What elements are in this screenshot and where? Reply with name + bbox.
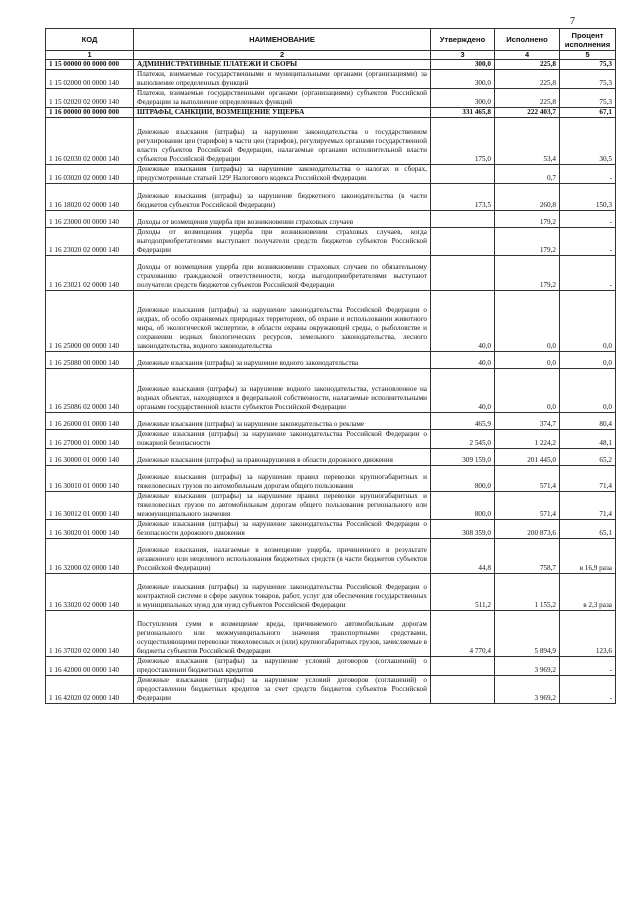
table-cell-name: Денежные взыскания (штрафы) за нарушение законодательства Российской Федерации о пожарной безопасности <box>134 430 431 449</box>
table-cell-name: Денежные взыскания (штрафы) за нарушение законодательства Российской Федерации о недрах, об особо охраняемых природных территориях, об охране и использовании животного мира, об экологической экспертизе, в области охраны окружающей среды, о рыболовстве и сохранении водных биологических ресурсов, земельного законодательства, лесного законодательства, водного законодательства <box>134 291 431 352</box>
table-cell-executed: 1 224,2 <box>495 430 560 449</box>
table-cell-approved <box>431 256 495 291</box>
table-cell-approved: 175,0 <box>431 118 495 165</box>
header-executed: Исполнено <box>495 29 560 51</box>
table-cell-percent: - <box>560 676 616 704</box>
table-cell-name: Денежные взыскания (штрафы) за нарушение условий договоров (соглашений) о предоставлении бюджетных кредитов <box>134 657 431 676</box>
table-cell-percent: 67,1 <box>560 108 616 118</box>
table-cell-code: 1 16 32000 02 0000 140 <box>46 539 134 574</box>
column-number: 4 <box>495 51 560 60</box>
table-cell-executed: 53,4 <box>495 118 560 165</box>
table-cell-approved <box>431 657 495 676</box>
table-row <box>46 657 616 676</box>
table-cell-approved: 308 359,0 <box>431 520 495 539</box>
table-cell-code: 1 16 02030 02 0000 140 <box>46 118 134 165</box>
table-cell-approved <box>431 228 495 256</box>
table-cell-name: Денежные взыскания (штрафы) за нарушение водного законодательства <box>134 352 431 369</box>
table-cell-name: Денежные взыскания (штрафы) за нарушение водного законодательства, установленное на водных объектах, находящихся в федеральной собственности, налагаемые исполнительными органами государственной власти субъектов Российской Федерации <box>134 369 431 413</box>
table-cell-executed: 260,8 <box>495 184 560 211</box>
table-cell-percent: - <box>560 211 616 228</box>
table-cell-percent: 71,4 <box>560 466 616 492</box>
table-cell-name: Платежи, взимаемые государственными органами (организациями) субъектов Российской Федерации за выполнение определенных функций <box>134 89 431 108</box>
table-cell-name: Денежные взыскания (штрафы) за правонарушения в области дорожного движения <box>134 449 431 466</box>
table-cell-name: Доходы от возмещения ущерба при возникновении страховых случаев, когда выгодоприобретателями выступают получатели средств бюджетов субъектов Российской Федерации <box>134 228 431 256</box>
table-cell-code: 1 16 00000 00 0000 000 <box>46 108 134 118</box>
table-cell-approved: 309 159,0 <box>431 449 495 466</box>
table-cell-percent: 71,4 <box>560 492 616 520</box>
table-row <box>46 211 616 228</box>
column-number: 5 <box>560 51 616 60</box>
table-cell-percent: - <box>560 256 616 291</box>
table-row <box>46 228 616 256</box>
table-cell-code: 1 16 25080 00 0000 140 <box>46 352 134 369</box>
column-number: 2 <box>134 51 431 60</box>
table-cell-approved: 40,0 <box>431 291 495 352</box>
table-cell-executed: 201 445,0 <box>495 449 560 466</box>
table-cell-code: 1 16 37020 02 0000 140 <box>46 611 134 657</box>
table-row <box>46 60 616 70</box>
table-cell-name: Платежи, взимаемые государственными и муниципальными органами (организациями) за выполнение определенных функций <box>134 70 431 89</box>
table-cell-name: АДМИНИСТРАТИВНЫЕ ПЛАТЕЖИ И СБОРЫ <box>134 60 431 70</box>
table-cell-code: 1 16 42020 02 0000 140 <box>46 676 134 704</box>
table-cell-code: 1 16 25086 02 0000 140 <box>46 369 134 413</box>
table-cell-code: 1 16 27000 01 0000 140 <box>46 430 134 449</box>
table-row <box>46 165 616 184</box>
table-cell-executed: 0,7 <box>495 165 560 184</box>
table-cell-name: Поступления сумм в возмещение вреда, причиняемого автомобильным дорогам регионального или межмуниципального значения транспортными средствами, осуществляющими перевозки тяжеловесных и (или) крупногабаритных грузов, зачисляемые в бюджеты субъектов Российской Федерации <box>134 611 431 657</box>
table-row <box>46 118 616 165</box>
page-number: 7 <box>570 16 575 27</box>
budget-table <box>45 28 616 704</box>
table-cell-executed: 225,8 <box>495 60 560 70</box>
table-cell-name: Денежные взыскания (штрафы) за нарушение законодательства о налогах и сборах, предусмотренные статьей 129² Налогового кодекса Российской Федерации <box>134 165 431 184</box>
table-cell-code: 1 16 26000 01 0000 140 <box>46 413 134 430</box>
table-cell-percent: 0,0 <box>560 291 616 352</box>
table-cell-executed: 374,7 <box>495 413 560 430</box>
table-row <box>46 430 616 449</box>
table-cell-percent: 30,5 <box>560 118 616 165</box>
table-cell-percent: 0,0 <box>560 369 616 413</box>
table-cell-percent: в 16,9 раза <box>560 539 616 574</box>
table-cell-executed: 0,0 <box>495 369 560 413</box>
column-number-row <box>46 51 616 60</box>
table-cell-percent: в 2,3 раза <box>560 574 616 611</box>
table-row <box>46 108 616 118</box>
table-cell-code: 1 16 30020 01 0000 140 <box>46 520 134 539</box>
table-cell-percent: 123,6 <box>560 611 616 657</box>
table-cell-executed: 179,2 <box>495 228 560 256</box>
table-cell-code: 1 16 30012 01 0000 140 <box>46 492 134 520</box>
table-cell-name: Денежные взыскания (штрафы) за нарушение бюджетного законодательства (в части бюджетов субъектов Российской Федерации) <box>134 184 431 211</box>
table-cell-code: 1 16 30000 01 0000 140 <box>46 449 134 466</box>
table-cell-approved: 331 465,8 <box>431 108 495 118</box>
table-row <box>46 352 616 369</box>
table-cell-code: 1 16 23021 02 0000 140 <box>46 256 134 291</box>
table-row <box>46 520 616 539</box>
table-row <box>46 539 616 574</box>
table-cell-name: Денежные взыскания (штрафы) за нарушение правил перевозки крупногабаритных и тяжеловесных грузов по автомобильным дорогам общего пользования регионального или межмуниципального значения <box>134 492 431 520</box>
table-cell-executed: 225,8 <box>495 89 560 108</box>
table-cell-approved: 4 770,4 <box>431 611 495 657</box>
table-cell-name: Денежные взыскания (штрафы) за нарушение законодательства о рекламе <box>134 413 431 430</box>
table-cell-name: Доходы от возмещения ущерба при возникновении страховых случаев <box>134 211 431 228</box>
table-cell-approved: 511,2 <box>431 574 495 611</box>
table-cell-executed: 0,0 <box>495 352 560 369</box>
table-cell-executed: 179,2 <box>495 211 560 228</box>
header-code: КОД <box>46 29 134 51</box>
table-cell-code: 1 16 25000 00 0000 140 <box>46 291 134 352</box>
table-cell-name: ШТРАФЫ, САНКЦИИ, ВОЗМЕЩЕНИЕ УЩЕРБА <box>134 108 431 118</box>
table-cell-name: Денежные взыскания (штрафы) за нарушение законодательства о государственном регулировании цен (тарифов) в части цен (тарифов), регулируемых органами государственной власти субъектов Российской Федерации, налагаемые органами исполнительной власти субъектов Российской Федерации <box>134 118 431 165</box>
table-cell-approved: 40,0 <box>431 352 495 369</box>
table-row <box>46 70 616 89</box>
table-cell-executed: 3 969,2 <box>495 657 560 676</box>
table-cell-approved: 2 545,0 <box>431 430 495 449</box>
table-cell-percent: 65,2 <box>560 449 616 466</box>
table-cell-code: 1 16 23020 02 0000 140 <box>46 228 134 256</box>
table-cell-code: 1 16 23000 00 0000 140 <box>46 211 134 228</box>
table-cell-approved <box>431 165 495 184</box>
table-cell-percent: - <box>560 228 616 256</box>
table-cell-name: Денежные взыскания (штрафы) за нарушение законодательства Российской Федерации о контрактной системе в сфере закупок товаров, работ, услуг для обеспечения государственных и муниципальных нужд для нужд субъектов Российской Федерации <box>134 574 431 611</box>
table-cell-approved: 800,0 <box>431 466 495 492</box>
table-cell-code: 1 16 42000 00 0000 140 <box>46 657 134 676</box>
table-cell-approved: 40,0 <box>431 369 495 413</box>
table-cell-name: Доходы от возмещения ущерба при возникновении страховых случаев по обязательному страхованию гражданской ответственности, когда выгодоприобретателями выступают получатели средств бюджетов субъектов Российской Федерации <box>134 256 431 291</box>
table-row <box>46 574 616 611</box>
table-row <box>46 449 616 466</box>
table-cell-executed: 758,7 <box>495 539 560 574</box>
table-body <box>46 51 616 704</box>
table-row <box>46 369 616 413</box>
table-row <box>46 492 616 520</box>
table-cell-percent: 65,1 <box>560 520 616 539</box>
table-cell-executed: 1 155,2 <box>495 574 560 611</box>
table-row <box>46 466 616 492</box>
column-number: 3 <box>431 51 495 60</box>
table-cell-percent: 75,3 <box>560 70 616 89</box>
table-cell-percent: 80,4 <box>560 413 616 430</box>
table-cell-executed: 571,4 <box>495 466 560 492</box>
table-cell-approved: 800,0 <box>431 492 495 520</box>
table-cell-percent: - <box>560 657 616 676</box>
table-cell-approved <box>431 211 495 228</box>
table-cell-name: Денежные взыскания (штрафы) за нарушение условий договоров (соглашений) о предоставлении бюджетных кредитов за счет средств бюджетов субъектов Российской Федерации <box>134 676 431 704</box>
table-cell-executed: 5 894,9 <box>495 611 560 657</box>
table-cell-code: 1 15 02000 00 0000 140 <box>46 70 134 89</box>
table-cell-approved: 173,5 <box>431 184 495 211</box>
table-cell-percent: 75,3 <box>560 60 616 70</box>
table-row <box>46 184 616 211</box>
table-cell-approved: 465,9 <box>431 413 495 430</box>
table-cell-executed: 0,0 <box>495 291 560 352</box>
table-cell-approved <box>431 676 495 704</box>
table-cell-executed: 3 969,2 <box>495 676 560 704</box>
table-cell-code: 1 15 02020 02 0000 140 <box>46 89 134 108</box>
table-cell-executed: 222 403,7 <box>495 108 560 118</box>
table-cell-executed: 179,2 <box>495 256 560 291</box>
table-cell-code: 1 16 33020 02 0000 140 <box>46 574 134 611</box>
table-cell-approved: 300,0 <box>431 70 495 89</box>
table-row <box>46 256 616 291</box>
table-row <box>46 89 616 108</box>
table-row <box>46 611 616 657</box>
table-cell-percent: 0,0 <box>560 352 616 369</box>
table-cell-approved: 44,8 <box>431 539 495 574</box>
table-cell-name: Денежные взыскания, налагаемые в возмещение ущерба, причиненного в результате незаконного или нецелевого использования бюджетных средств (в части бюджетов субъектов Российской Федерации) <box>134 539 431 574</box>
table-row <box>46 413 616 430</box>
table-cell-code: 1 16 03020 02 0000 140 <box>46 165 134 184</box>
table-cell-approved: 300,0 <box>431 89 495 108</box>
header-percent: Процент исполнения <box>560 29 616 51</box>
table-cell-executed: 200 873,6 <box>495 520 560 539</box>
table-cell-percent: 75,3 <box>560 89 616 108</box>
table-cell-percent: 48,1 <box>560 430 616 449</box>
table-row <box>46 291 616 352</box>
table-cell-executed: 225,8 <box>495 70 560 89</box>
table-cell-executed: 571,4 <box>495 492 560 520</box>
table-cell-code: 1 15 00000 00 0000 000 <box>46 60 134 70</box>
table-cell-percent: 150,3 <box>560 184 616 211</box>
table-cell-code: 1 16 18020 02 0000 140 <box>46 184 134 211</box>
column-number: 1 <box>46 51 134 60</box>
header-approved: Утверждено <box>431 29 495 51</box>
table-row <box>46 676 616 704</box>
table-cell-approved: 300,0 <box>431 60 495 70</box>
header-name: НАИМЕНОВАНИЕ <box>134 29 431 51</box>
table-cell-name: Денежные взыскания (штрафы) за нарушение законодательства Российской Федерации о безопасности дорожного движения <box>134 520 431 539</box>
table-cell-code: 1 16 30010 01 0000 140 <box>46 466 134 492</box>
table-cell-percent: - <box>560 165 616 184</box>
table-cell-name: Денежные взыскания (штрафы) за нарушение правил перевозки крупногабаритных и тяжеловесных грузов по автомобильным дорогам общего пользования <box>134 466 431 492</box>
